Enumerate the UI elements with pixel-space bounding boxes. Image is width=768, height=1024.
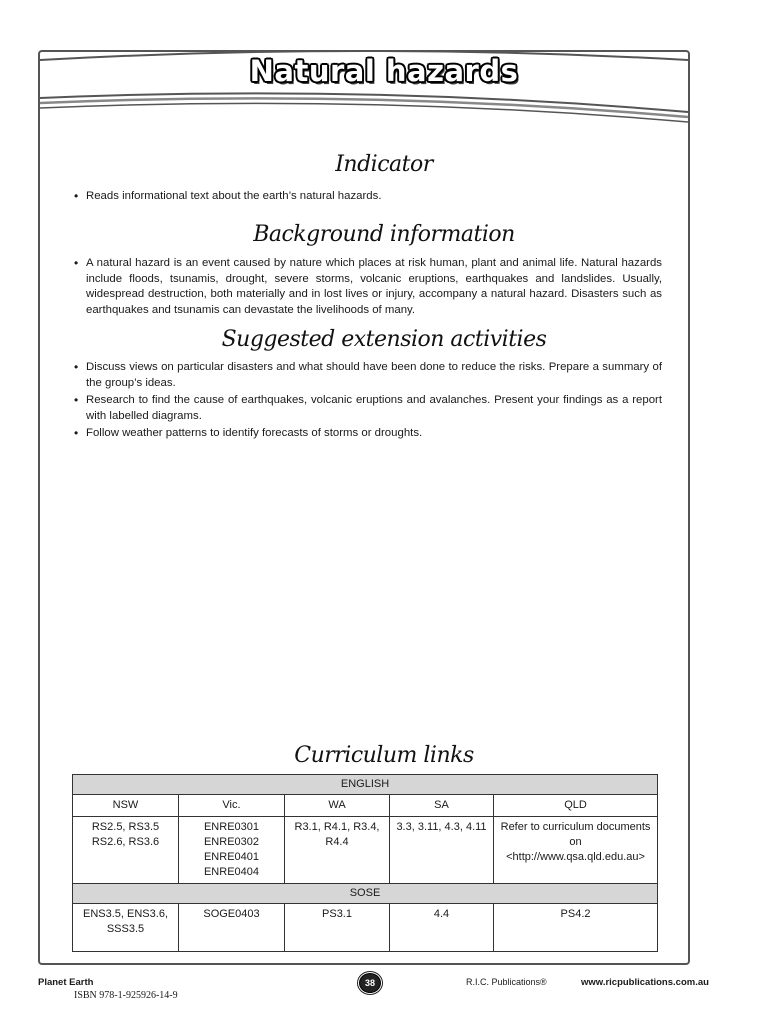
indicator-heading: Indicator [335, 152, 433, 177]
table-cell [179, 817, 285, 884]
footer-book-title: Planet Earth [38, 977, 94, 988]
table-cell [285, 817, 390, 884]
cell-line: ENRE0302 [203, 836, 260, 848]
list-item: • Follow weather patterns to identify forecasts of storms or droughts. [72, 426, 662, 442]
curriculum-heading: Curriculum links [294, 743, 474, 768]
column-header: NSW [73, 795, 179, 817]
table-cell [494, 904, 658, 952]
list-item: • A natural hazard is an event caused by nature which places at risk human, plant and animal life. Natural hazards include floods, tsunamis, drought, severe storms, volcanic eruptions, earthquakes and landslides. Usually, widespread destruction, both materially and in lost lives or injury, accompany a natural hazard. Disasters such as earthquakes and tsunamis can devastate the livelihoods of many. [72, 256, 662, 318]
cell-line: <http://www.qsa.qld.edu.au> [506, 851, 645, 863]
cell-line: ENRE0401 [203, 851, 260, 863]
table-band-row [73, 775, 658, 795]
footer-publisher: R.I.C. Publications® [466, 977, 547, 987]
extension-heading: Suggested extension activities [221, 327, 547, 352]
cell-line: SOGE0403 [203, 908, 260, 920]
cell-line: on [569, 836, 582, 848]
english-band: ENGLISH [73, 775, 658, 795]
curriculum-table [72, 774, 658, 952]
cell-line: R4.4 [325, 836, 349, 848]
cell-line: Refer to curriculum documents [500, 821, 651, 833]
cell-line: 3.3, 3.11, 4.3, 4.11 [396, 821, 487, 833]
indicator-list [72, 189, 662, 207]
column-header: SA [390, 795, 494, 817]
table-cell [285, 904, 390, 952]
list-item: • Research to find the cause of earthquakes, volcanic eruptions and avalanches. Present your findings as a report with labelled diagrams. [72, 393, 662, 424]
list-item: • Discuss views on particular disasters and what should have been done to reduce the risks. Prepare a summary of the group’s ideas. [72, 360, 662, 391]
table-cell [494, 817, 658, 884]
table-cell [73, 904, 179, 952]
table-cell [390, 904, 494, 952]
column-header: Vic. [179, 795, 285, 817]
footer-url: www.ricpublications.com.au [581, 977, 709, 988]
footer-isbn: ISBN 978-1-925926-14-9 [74, 990, 178, 1001]
cell-line: PS4.2 [560, 908, 591, 920]
cell-line: SSS3.5 [106, 923, 145, 935]
table-cell [179, 904, 285, 952]
table-band-row [73, 884, 658, 904]
list-item: • Reads informational text about the earth’s natural hazards. [72, 189, 662, 205]
cell-line: PS3.1 [322, 908, 352, 920]
cell-line: ENS3.5, ENS3.6, [83, 908, 168, 920]
column-header: WA [285, 795, 390, 817]
table-row [73, 904, 658, 952]
page-title: Natural hazards [249, 54, 519, 88]
background-heading: Background information [253, 222, 515, 247]
column-header: QLD [494, 795, 658, 817]
background-list [72, 256, 662, 320]
cell-line: 4.4 [433, 908, 450, 920]
table-header-row [73, 795, 658, 817]
page-number-badge: 38 [359, 973, 381, 993]
cell-line: R3.1, R4.1, R3.4, [294, 821, 380, 833]
cell-line: ENRE0404 [203, 866, 260, 878]
cell-line: RS2.6, RS3.6 [91, 836, 160, 848]
table-row [73, 817, 658, 884]
table-cell [390, 817, 494, 884]
sose-band: SOSE [73, 884, 658, 904]
table-cell [73, 817, 179, 884]
cell-line: RS2.5, RS3.5 [91, 821, 160, 833]
cell-line: ENRE0301 [203, 821, 260, 833]
extension-list [72, 360, 662, 444]
